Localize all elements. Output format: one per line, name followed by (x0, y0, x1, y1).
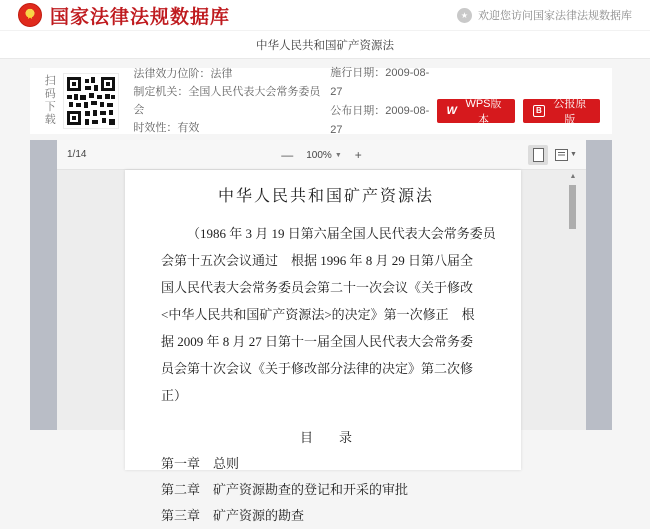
meta-field-row: 法律效力位阶：法律 (133, 68, 233, 80)
viewer-canvas (57, 170, 586, 523)
chevron-down-icon: ▼ (334, 151, 342, 159)
law-dates (330, 62, 436, 140)
preamble-line: <中华人民共和国矿产资源法>的决定》第一次修正 根 (161, 307, 475, 322)
meta-field-row: 时效性：有效 (133, 122, 200, 134)
qr-code-image (67, 77, 115, 125)
breadcrumb-bar (0, 31, 650, 59)
toc-title: 目 录 (299, 430, 352, 445)
preamble-line: 会第十五次会议通过 根据 1996 年 8 月 29 日第八届全 (161, 253, 474, 268)
qr-download-label: 扫码下载 (44, 75, 56, 126)
law-meta-card (30, 68, 612, 134)
zoom-level-select[interactable] (306, 150, 342, 161)
toc-item: 第二章 矿产资源勘查的登记和开采的审批 (161, 482, 409, 497)
viewer-right-rail (586, 140, 612, 430)
single-page-view-button[interactable] (528, 145, 548, 165)
site-title[interactable]: 国家法律法规数据库 (50, 6, 231, 28)
wps-version-label: WPS版本 (465, 98, 502, 126)
preamble-line: 据 2009 年 8 月 27 日第十一届全国人民代表大会常务委 (161, 334, 474, 349)
gazette-pdf-icon: B (533, 105, 545, 117)
page-indicator: 1/14 (67, 149, 87, 160)
preamble-line: 员会第十次会议《关于修改部分法律的决定》第二次修 (161, 361, 474, 376)
welcome-message (457, 7, 632, 23)
zoom-level-value: 100% (306, 149, 332, 161)
preamble-line: 国人民代表大会常务委员会第二十一次会议《关于修改 (161, 280, 474, 295)
app-header (0, 0, 650, 31)
date-row: 公布日期：2009-08-27 (330, 105, 430, 136)
single-page-icon (533, 148, 544, 162)
viewer-toolbar (57, 140, 586, 170)
viewer-main (57, 140, 586, 523)
scrollbar-thumb[interactable] (569, 185, 576, 229)
page-fit-view-button[interactable] (556, 145, 576, 165)
preamble-line: （1986 年 3 月 19 日第六届全国人民代表大会常务委员 (187, 226, 496, 241)
doc-title: 中华人民共和国矿产资源法 (217, 188, 434, 205)
welcome-text: 欢迎您访问国家法律法规数据库 (478, 10, 632, 22)
preamble-line: 正） (161, 388, 188, 403)
gazette-original-button[interactable] (523, 98, 600, 126)
zoom-controls (57, 140, 586, 170)
chevron-down-icon: ▼ (570, 151, 577, 158)
wps-icon: W (446, 105, 457, 117)
meta-field-row: 制定机关：全国人民代表大会常务委员会 (133, 86, 321, 116)
zoom-in-button[interactable]: + (354, 148, 362, 162)
national-emblem-logo[interactable] (18, 3, 42, 27)
document-page (125, 170, 521, 523)
law-attributes (133, 65, 326, 137)
star-badge-icon: ★ (457, 8, 472, 23)
date-row: 施行日期：2009-08-27 (330, 67, 430, 98)
qr-code (63, 73, 119, 129)
scroll-up-arrow-icon[interactable]: ▲ (569, 173, 577, 180)
zoom-out-button[interactable]: — (281, 148, 294, 162)
view-mode-controls (528, 145, 576, 165)
viewer-scrollbar[interactable] (569, 172, 577, 422)
download-buttons (437, 98, 600, 126)
viewer-left-rail (30, 140, 57, 430)
pdf-viewer (30, 140, 612, 523)
page-fit-icon (555, 149, 568, 161)
wps-version-button[interactable] (437, 98, 516, 126)
toc-item: 第一章 总则 (161, 456, 240, 471)
gazette-original-label: 公报原版 (553, 98, 587, 126)
breadcrumb-title: 中华人民共和国矿产资源法 (256, 39, 394, 52)
toc-item: 第三章 矿产资源的勘查 (161, 508, 305, 523)
